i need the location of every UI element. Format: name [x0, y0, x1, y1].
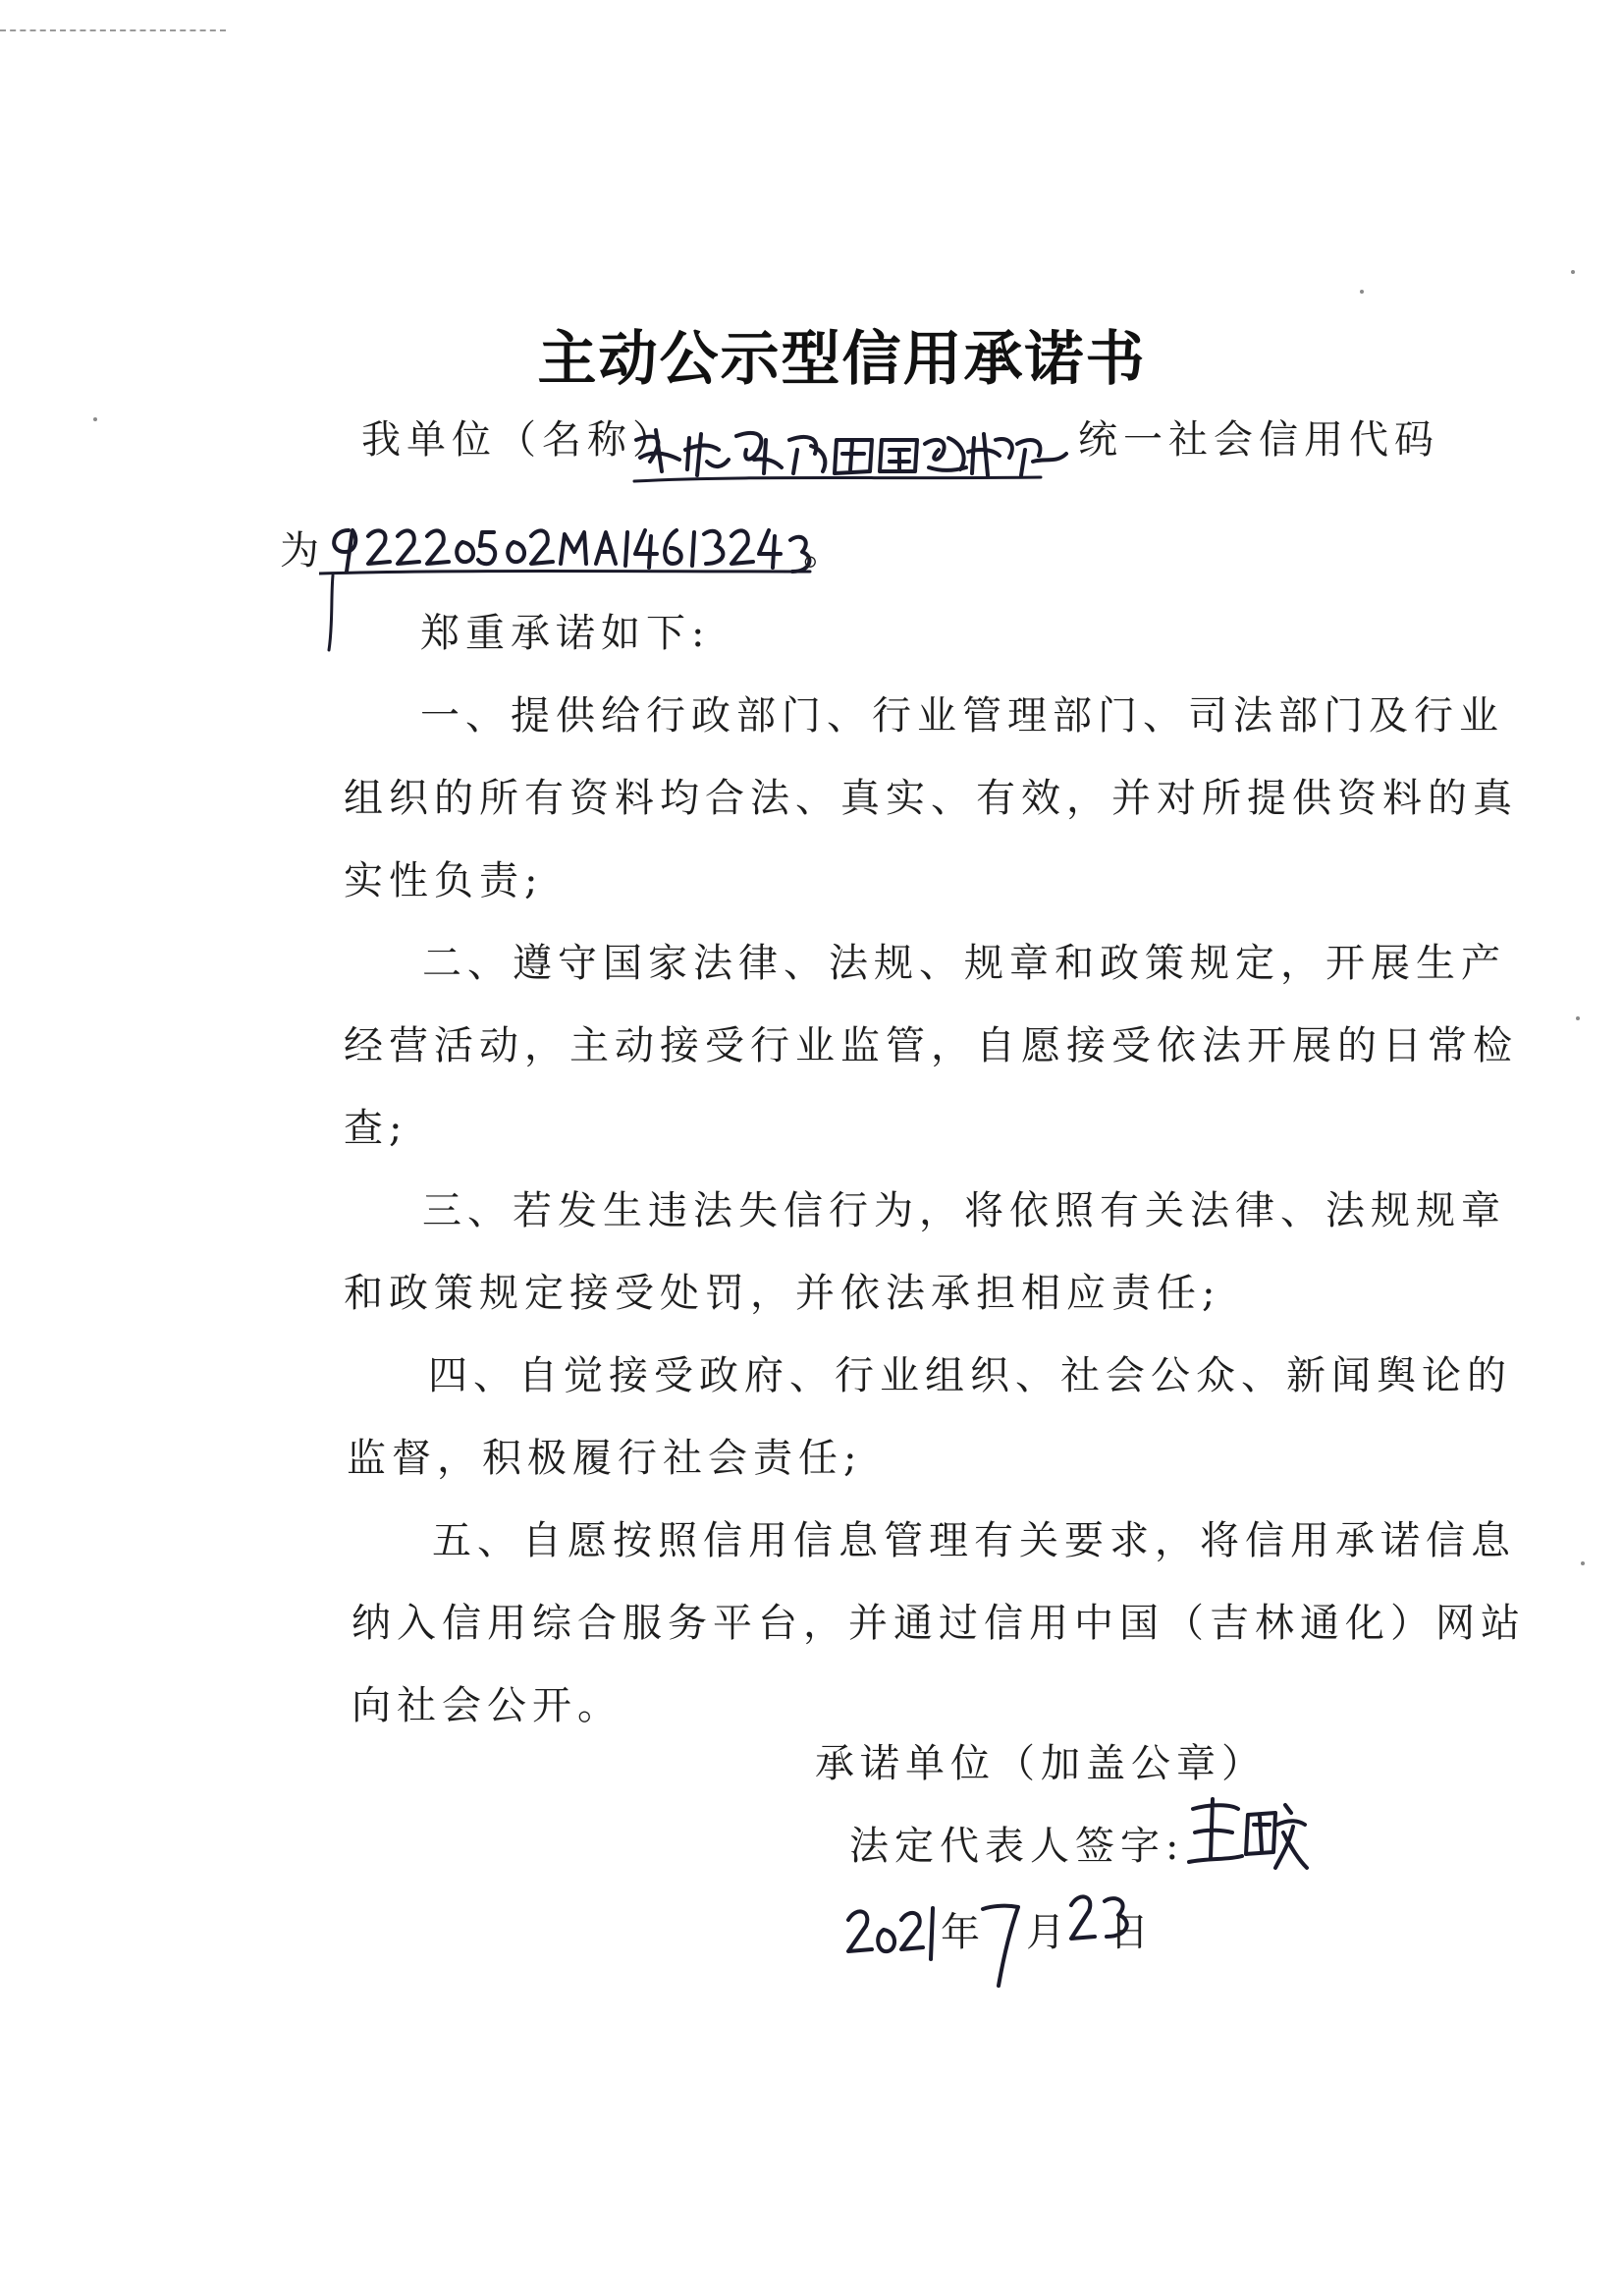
pledge-item-1-line-3: 实性负责; — [344, 858, 544, 903]
pledge-item-4-line-1: 四、自觉接受政府、行业组织、社会公众、新闻舆论的 — [428, 1353, 1512, 1398]
pledge-item-1-line-2: 组织的所有资料均合法、真实、有效，并对所提供资料的真 — [344, 776, 1518, 821]
date-year-char: 年 — [941, 1910, 986, 1955]
pledge-item-2-line-1: 二、遵守国家法律、法规、规章和政策规定，开展生产 — [422, 941, 1506, 986]
scan-speck — [1360, 290, 1364, 294]
scan-edge-artifact — [0, 29, 226, 31]
scan-speck — [1571, 270, 1575, 274]
pledge-item-3-line-2: 和政策规定接受处罚，并依法承担相应责任; — [344, 1271, 1221, 1316]
date-month-char: 月 — [1026, 1910, 1071, 1955]
legal-rep-label: 法定代表人签字: — [849, 1824, 1185, 1869]
pledge-item-2-line-3: 查; — [344, 1106, 408, 1151]
pledge-item-4-line-2: 监督，积极履行社会责任; — [347, 1436, 863, 1481]
document-title: 主动公示型信用承诺书 — [537, 325, 1147, 394]
pledge-item-5-line-1: 五、自愿按照信用信息管理有关要求，将信用承诺信息 — [432, 1518, 1516, 1563]
scan-speck — [1581, 1561, 1585, 1565]
legal-rep-signature — [1183, 1789, 1311, 1887]
handwritten-year — [842, 1890, 941, 1979]
pledge-item-5-line-2: 纳入信用综合服务平台，并通过信用中国（吉林通化）网站 — [352, 1601, 1526, 1646]
intro-line1-suffix: 统一社会信用代码 — [1078, 417, 1439, 463]
pledge-item-5-line-3: 向社会公开。 — [352, 1683, 622, 1728]
pledge-item-3-line-1: 三、若发生违法失信行为，将依照有关法律、法规规章 — [422, 1188, 1506, 1233]
intro-line2-suffix: 。 — [803, 528, 848, 574]
pledge-intro: 郑重承诺如下: — [420, 611, 711, 656]
intro-line2-prefix: 为 — [280, 528, 325, 574]
date-day-char: 日 — [1109, 1910, 1155, 1955]
pledge-item-1-line-1: 一、提供给行政部门、行业管理部门、司法部门及行业 — [420, 693, 1504, 738]
promising-unit-label: 承诺单位（加盖公章） — [815, 1741, 1267, 1786]
handwritten-unit-name — [628, 410, 1090, 501]
intro-line1-prefix: 我单位（名称） — [361, 417, 677, 463]
scan-speck — [1576, 1016, 1580, 1020]
pledge-item-2-line-2: 经营活动，主动接受行业监管，自愿接受依法开展的日常检 — [344, 1023, 1518, 1068]
scan-speck — [93, 417, 97, 421]
